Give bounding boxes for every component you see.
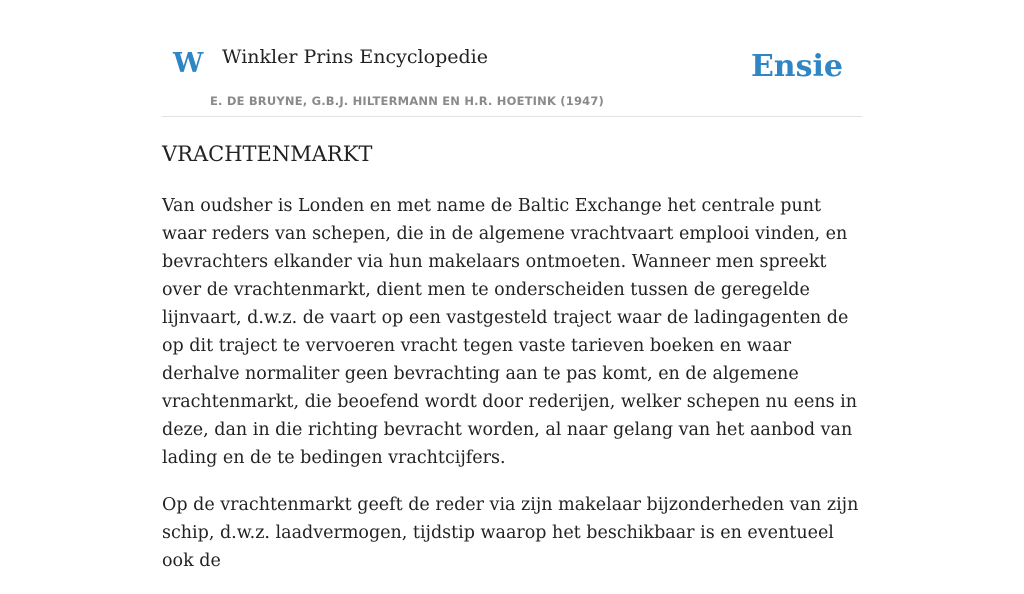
winkler-prins-logo[interactable]: W	[173, 48, 204, 79]
article-title: VRACHTENMARKT	[162, 142, 373, 166]
article-paragraph: Op de vrachtenmarkt geeft de reder via zijn makelaar bijzonderheden van zijn schip, d.w.z. laadvermogen, tijdstip waarop het beschikbaar is en eventueel ook de	[162, 495, 859, 571]
article-paragraph: Van oudsher is Londen en met name de Baltic Exchange het centrale punt waar reders van schepen, die in de algemene vrachtvaart emplooi vinden, en bevrachters elkander via hun makelaars ontmoeten. Wanneer men spreekt over de vrachtenmarkt, dient men te onderscheiden tussen de geregelde lijnvaart, d.w.z. de vaart op een vastgesteld traject waar de ladingagenten de op dit traject te vervoeren vracht tegen vaste tarieven boeken en waar derhalve normaliter geen bevrachting aan te pas komt, en de algemene vrachtenmarkt, die beoefend wordt door rederijen, welker schepen nu eens in deze, dan in die richting bevracht worden, al naar gelang van het aanbod van lading en de te bedingen vrachtcijfers.	[162, 196, 858, 468]
article-body	[162, 192, 862, 594]
site-header	[162, 0, 862, 117]
book-authors: E. DE BRUYNE, G.B.J. HILTERMANN EN H.R. HOETINK (1947)	[210, 94, 605, 108]
book-title[interactable]: Winkler Prins Encyclopedie	[222, 46, 488, 68]
ensie-logo[interactable]: Ensie	[750, 49, 843, 84]
